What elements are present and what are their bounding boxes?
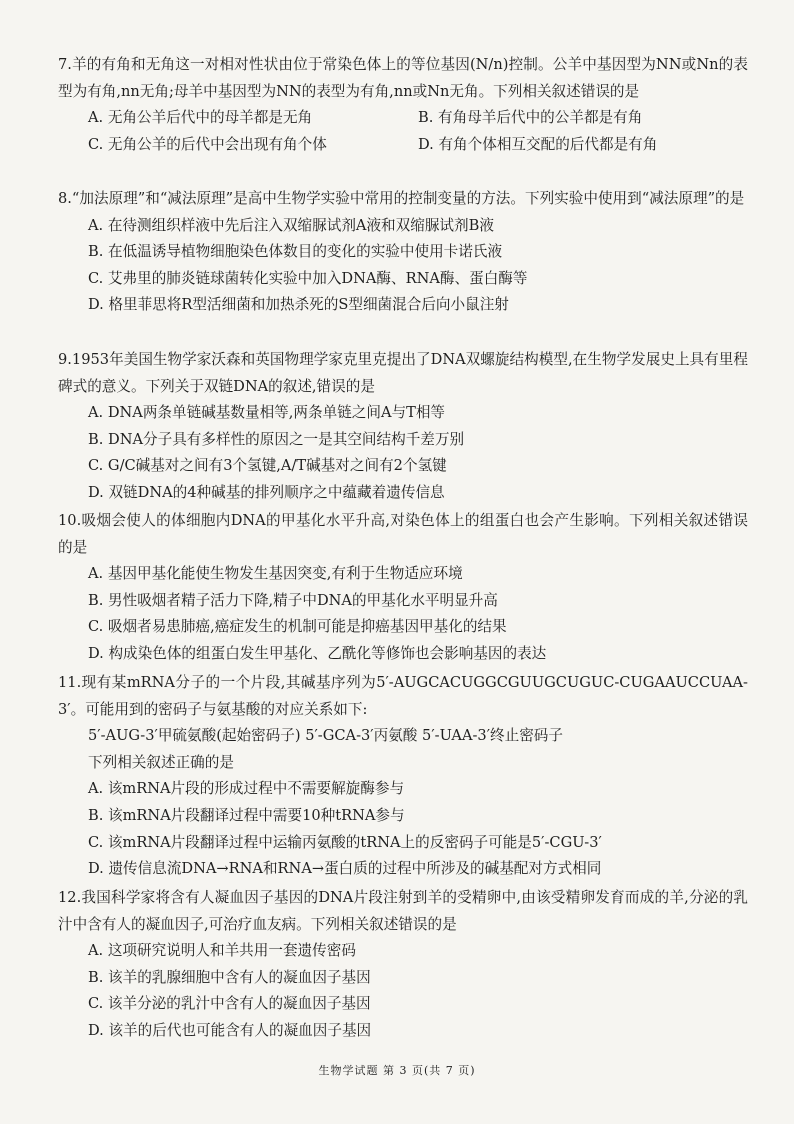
question-8 bbox=[58, 186, 748, 319]
option-c: C. 艾弗里的肺炎链球菌转化实验中加入DNA酶、RNA酶、蛋白酶等 bbox=[88, 269, 528, 287]
option-a: A. 基因甲基化能使生物发生基因突变,有利于生物适应环境 bbox=[88, 565, 463, 583]
option-c: C. 该羊分泌的乳汁中含有人的凝血因子基因 bbox=[88, 995, 371, 1013]
question-11 bbox=[58, 670, 748, 883]
option-row bbox=[58, 132, 748, 159]
option-d: D. 该羊的后代也可能含有人的凝血因子基因 bbox=[88, 1021, 372, 1039]
option-b: B. 该羊的乳腺细胞中含有人的凝血因子基因 bbox=[88, 968, 371, 986]
option-d: D. 遗传信息流DNA→RNA和RNA→蛋白质的过程中所涉及的碱基配对方式相同 bbox=[88, 860, 602, 878]
question-7 bbox=[58, 52, 748, 158]
question-stem: 12.我国科学家将含有人凝血因子基因的DNA片段注射到羊的受精卵中,由该受精卵发育而成的羊,分泌的乳汁中含有人的凝血因子,可治疗血友病。下列相关叙述错误的是 bbox=[58, 889, 748, 933]
question-stem: 11.现有某mRNA分子的一个片段,其碱基序列为5′-AUGCACUGGCGUUGCUGUC-CUGAAUCCUAA-3′。可能用到的密码子与氨基酸的对应关系如下: bbox=[58, 674, 748, 718]
option-b: B. 该mRNA片段翻译过程中需要10种tRNA参与 bbox=[88, 806, 405, 824]
option-a: A. 无角公羊后代中的母羊都是无角 bbox=[88, 109, 313, 127]
option-c: C. 无角公羊的后代中会出现有角个体 bbox=[88, 135, 327, 153]
option-a: A. 该mRNA片段的形成过程中不需要解旋酶参与 bbox=[88, 780, 405, 798]
option-d: D. 双链DNA的4种碱基的排列顺序之中蕴藏着遗传信息 bbox=[88, 483, 445, 501]
question-9 bbox=[58, 347, 748, 507]
option-d: D. 格里菲思将R型活细菌和加热杀死的S型细菌混合后向小鼠注射 bbox=[88, 296, 509, 314]
question-stem: 8.“加法原理”和“减法原理”是高中生物学实验中常用的控制变量的方法。下列实验中使用到“减法原理”的是 bbox=[58, 190, 745, 207]
question-12 bbox=[58, 885, 748, 1045]
option-b: B. 男性吸烟者精子活力下降,精子中DNA的甲基化水平明显升高 bbox=[88, 591, 498, 609]
option-a: A. DNA两条单链碱基数量相等,两条单链之间A与T相等 bbox=[88, 404, 446, 422]
codon-table: 5′-AUG-3′甲硫氨酸(起始密码子) 5′-GCA-3′丙氨酸 5′-UAA-3′终止密码子 bbox=[88, 727, 563, 745]
option-d: D. 构成染色体的组蛋白发生甲基化、乙酰化等修饰也会影响基因的表达 bbox=[88, 644, 547, 662]
option-c: C. G/C碱基对之间有3个氢键,A/T碱基对之间有2个氢键 bbox=[88, 457, 447, 475]
option-b: B. DNA分子具有多样性的原因之一是其空间结构千差万别 bbox=[88, 430, 465, 448]
option-row bbox=[58, 105, 748, 132]
option-d: D. 有角个体相互交配的后代都是有角 bbox=[418, 135, 658, 153]
option-a: A. 在待测组织样液中先后注入双缩脲试剂A液和双缩脲试剂B液 bbox=[88, 216, 494, 234]
option-b: B. 有角母羊后代中的公羊都是有角 bbox=[418, 109, 643, 127]
question-stem: 10.吸烟会使人的体细胞内DNA的甲基化水平升高,对染色体上的组蛋白也会产生影响。下列相关叙述错误的是 bbox=[58, 512, 748, 556]
question-10 bbox=[58, 508, 748, 668]
page-footer: 生物学试题 第 3 页(共 7 页) bbox=[318, 1064, 476, 1077]
question-lead: 下列相关叙述正确的是 bbox=[88, 753, 234, 771]
question-stem: 7.羊的有角和无角这一对相对性状由位于常染色体上的等位基因(N/n)控制。公羊中基因型为NN或Nn的表型为有角,nn无角;母羊中基因型为NN的表型为有角,nn或Nn无角。下列相关叙述错误的是 bbox=[58, 56, 748, 100]
option-a: A. 这项研究说明人和羊共用一套遗传密码 bbox=[88, 942, 356, 960]
option-c: C. 吸烟者易患肺癌,癌症发生的机制可能是抑癌基因甲基化的结果 bbox=[88, 618, 507, 636]
question-stem: 9.1953年美国生物学家沃森和英国物理学家克里克提出了DNA双螺旋结构模型,在生物学发展史上具有里程碑式的意义。下列关于双链DNA的叙述,错误的是 bbox=[58, 351, 748, 395]
option-b: B. 在低温诱导植物细胞染色体数目的变化的实验中使用卡诺氏液 bbox=[88, 243, 503, 261]
option-c: C. 该mRNA片段翻译过程中运输丙氨酸的tRNA上的反密码子可能是5′-CGU-3′ bbox=[88, 833, 602, 851]
